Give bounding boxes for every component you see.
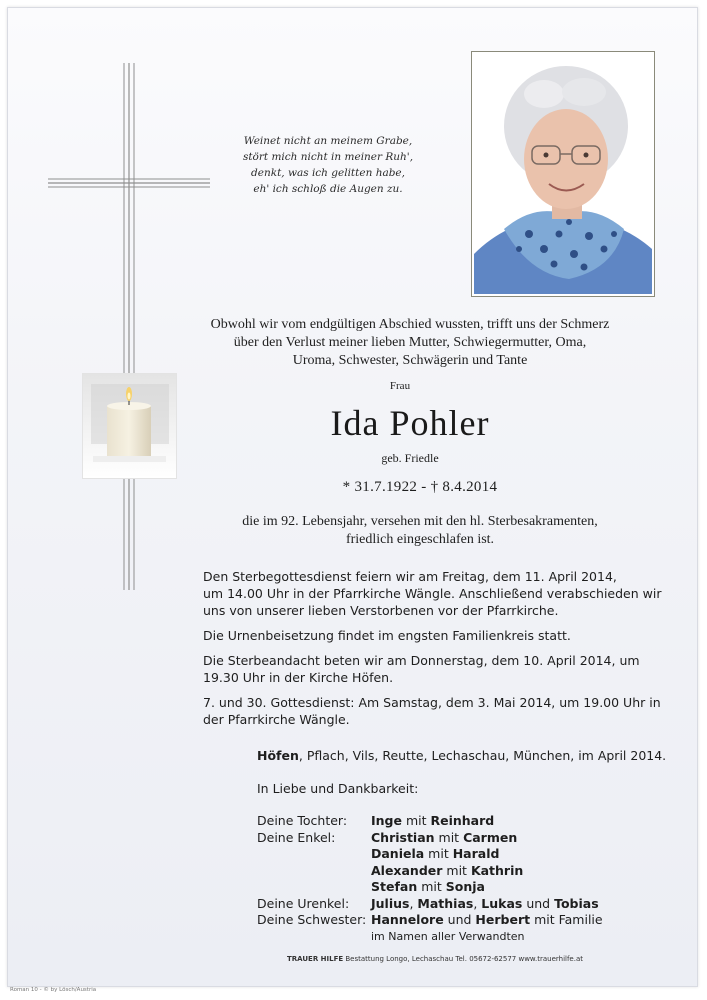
family-name: Daniela <box>371 846 425 861</box>
family-connector: mit <box>442 862 471 878</box>
family-name: Carmen <box>463 829 518 845</box>
family-name: Mathias <box>417 895 474 911</box>
paragraph-line: 7. und 30. Gottesdienst: Am Samstag, dem 3. Mai 2014, um 19.00 Uhr in <box>203 695 661 710</box>
family-label: Deine Enkel: <box>257 829 336 845</box>
footer <box>200 955 670 963</box>
deceased-name: Ida Pohler <box>330 403 490 443</box>
family-name: Herbert <box>475 912 531 927</box>
maiden-name: geb. Friedle <box>381 451 439 465</box>
salutation: Frau <box>389 380 411 392</box>
portrait-photo <box>471 51 655 297</box>
footer-text: Bestattung Longo, Lechaschau Tel. 05672-62577 www.trauerhilfe.at <box>343 955 583 963</box>
service-details <box>203 568 662 736</box>
family-connector: und <box>443 912 476 927</box>
family-connector: mit <box>417 879 446 894</box>
paragraph-line: uns von unserer lieben Verstorbenen vor der Pfarrkirche. <box>203 603 559 618</box>
closing-phrase: In Liebe und Dankbarkeit: <box>257 781 419 796</box>
paragraph-line: 19.30 Uhr in der Kirche Höfen. <box>203 670 394 685</box>
family-label: Deine Schwester: <box>257 912 367 927</box>
family-name: Kathrin <box>470 862 524 878</box>
funeral-mass-paragraph <box>203 568 662 619</box>
poem <box>228 133 428 197</box>
family-name: Alexander <box>371 862 443 878</box>
family-connector: mit <box>401 813 431 828</box>
family-connector: , <box>473 895 482 911</box>
family-name: Julius <box>371 895 410 911</box>
memorial-mass-paragraph <box>203 694 661 728</box>
paragraph-line: um 14.00 Uhr in der Pfarrkirche Wängle. Anschließend verabschieden wir <box>203 586 662 601</box>
family-name: Inge <box>371 813 402 828</box>
intro-line: über den Verlust meiner lieben Mutter, Schwiegermutter, Oma, <box>233 335 587 350</box>
family-name: Christian <box>371 829 435 845</box>
place-name: Höfen <box>257 748 299 763</box>
family-connector: , <box>409 895 418 911</box>
candle-image <box>82 373 177 479</box>
family-name: Reinhard <box>430 813 495 828</box>
urn-burial-paragraph <box>203 627 643 644</box>
poem-line: denkt, was ich gelitten habe, <box>251 167 405 179</box>
life-dates: * 31.7.1922 - † 8.4.2014 <box>342 479 498 495</box>
paragraph-line: Die Sterbeandacht beten wir am Donnerstag, dem 10. April 2014, um <box>203 653 640 668</box>
poem-line: eh' ich schloß die Augen zu. <box>253 183 403 195</box>
family-name: Harald <box>452 846 500 861</box>
aged-line: friedlich eingeschlafen ist. <box>345 532 495 547</box>
paragraph-line: Den Sterbegottesdienst feiern wir am Freitag, dem 11. April 2014, <box>203 569 617 584</box>
relatives-note: im Namen aller Verwandten <box>371 929 525 943</box>
poem-line: stört mich nicht in meiner Ruh', <box>242 151 414 163</box>
family-name: Hannelore <box>371 912 444 927</box>
family-label: Deine Tochter: <box>257 813 348 828</box>
paragraph-line: Die Urnenbeisetzung findet im engsten Familienkreis statt. <box>203 628 571 643</box>
vigil-paragraph <box>203 652 643 686</box>
footer-brand: TRAUER HILFE <box>286 955 344 963</box>
family-label: Deine Urenkel: <box>257 895 350 911</box>
family-connector: und <box>522 895 555 911</box>
aged-line: die im 92. Lebensjahr, versehen mit den hl. Sterbesakramenten, <box>242 514 598 529</box>
intro-line: Uroma, Schwester, Schwägerin und Tante <box>292 353 528 368</box>
family-connector: mit <box>424 846 453 861</box>
template-credit: Roman 10 - © by Lösch/Austria <box>10 987 97 993</box>
family-name: Tobias <box>554 895 599 911</box>
intro-text <box>200 316 620 370</box>
aged-text <box>240 513 600 549</box>
poem-line: Weinet nicht an meinem Grabe, <box>243 135 413 147</box>
family-connector: mit Familie <box>530 912 603 927</box>
family-connector: mit <box>434 829 464 845</box>
place-rest: , Pflach, Vils, Reutte, Lechaschau, München, im April 2014. <box>298 748 667 763</box>
paragraph-line: der Pfarrkirche Wängle. <box>203 712 350 727</box>
place-date-line <box>257 748 667 763</box>
family-name: Stefan <box>371 879 418 894</box>
family-name: Lukas <box>481 895 523 911</box>
family-name: Sonja <box>445 879 485 894</box>
intro-line: Obwohl wir vom endgültigen Abschied wussten, trifft uns der Schmerz <box>210 317 610 332</box>
